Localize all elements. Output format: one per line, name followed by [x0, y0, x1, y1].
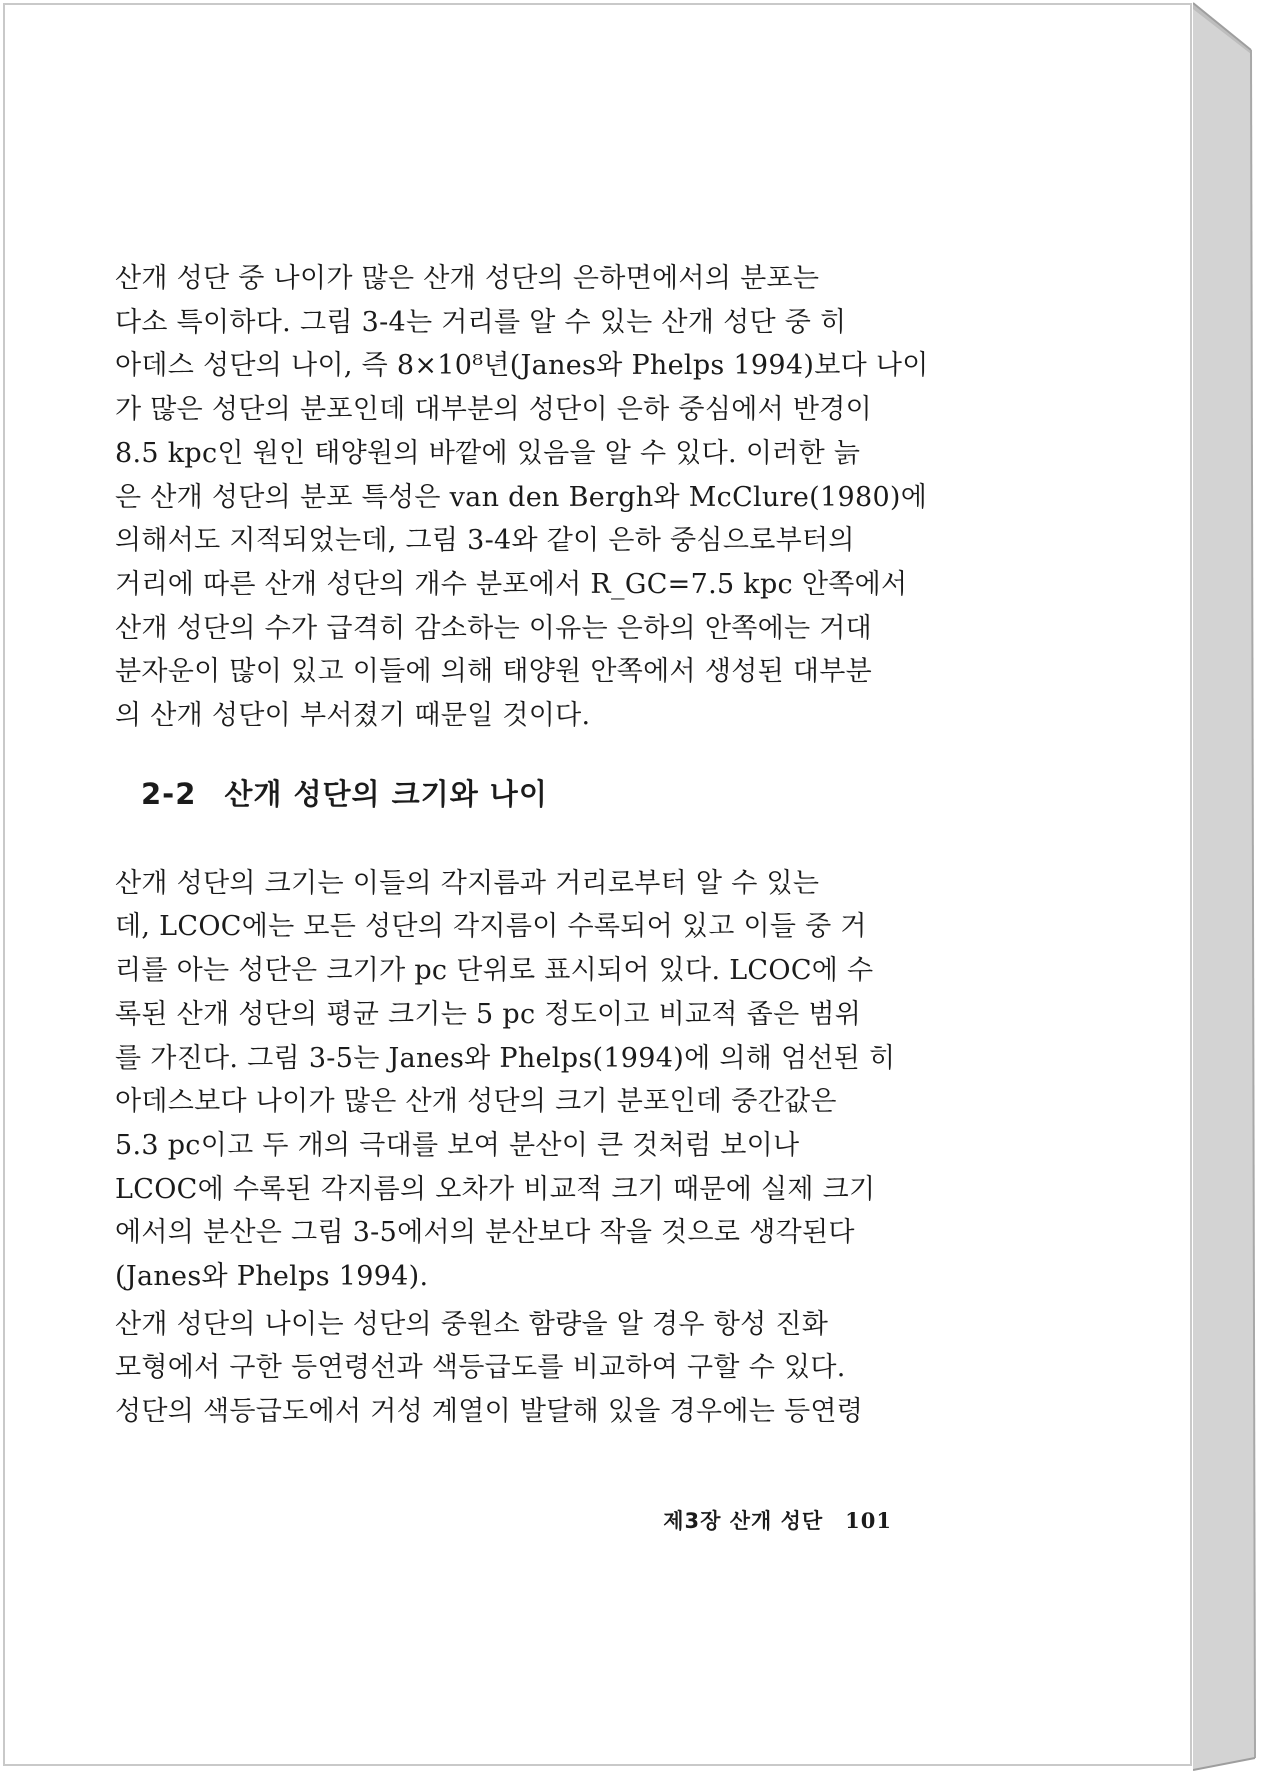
text-line: 분자운이 많이 있고 이들에 의해 태양원 안쪽에서 생성된 대부분 — [115, 656, 872, 688]
chapter-title: 제3장 산개 성단 — [663, 1509, 824, 1533]
page-footer — [663, 1505, 892, 1535]
paragraph-cluster-age — [115, 1303, 995, 1434]
section-number: 2-2 — [141, 776, 197, 811]
text-line: 산개 성단의 나이는 성단의 중원소 함량을 알 경우 항성 진화 — [115, 1308, 829, 1340]
section-title: 산개 성단의 크기와 나이 — [224, 776, 548, 811]
text-line: 의 산개 성단이 부서졌기 때문일 것이다. — [115, 700, 591, 732]
book-page — [3, 3, 1192, 1766]
page-number: 101 — [845, 1508, 892, 1533]
text-line: 리를 아는 성단은 크기가 pc 단위로 표시되어 있다. LCOC에 수 — [115, 955, 874, 987]
book-page-edge — [1193, 0, 1263, 1773]
text-line: 산개 성단의 수가 급격히 감소하는 이유는 은하의 안쪽에는 거대 — [115, 612, 872, 644]
text-line: 록된 산개 성단의 평균 크기는 5 pc 정도이고 비교적 좁은 범위 — [115, 998, 862, 1030]
text-line: 데, LCOC에는 모든 성단의 각지름이 수록되어 있고 이들 중 거 — [115, 911, 867, 943]
text-line: 모형에서 구한 등연령선과 색등급도를 비교하여 구할 수 있다. — [115, 1352, 846, 1384]
text-line: 다소 특이하다. 그림 3-4는 거리를 알 수 있는 산개 성단 중 히 — [115, 306, 847, 338]
text-line: 산개 성단 중 나이가 많은 산개 성단의 은하면에서의 분포는 — [115, 263, 820, 294]
text-line: 5.3 pc이고 두 개의 극대를 보여 분산이 큰 것처럼 보이나 — [115, 1129, 800, 1161]
paragraph-cluster-size — [115, 862, 995, 1299]
text-line: 거리에 따른 산개 성단의 개수 분포에서 R_GC=7.5 kpc 안쪽에서 — [115, 568, 908, 600]
text-line: 의해서도 지적되었는데, 그림 3-4와 같이 은하 중심으로부터의 — [115, 525, 855, 557]
section-heading — [141, 774, 995, 814]
text-line: 산개 성단의 크기는 이들의 각지름과 거리로부터 알 수 있는 — [115, 867, 820, 899]
text-line: 를 가진다. 그림 3-5는 Janes와 Phelps(1994)에 의해 엄선된 히 — [115, 1042, 896, 1074]
page-content — [115, 257, 995, 1434]
text-line: 8.5 kpc인 원인 태양원의 바깥에 있음을 알 수 있다. 이러한 늙 — [115, 437, 861, 469]
text-line: LCOC에 수록된 각지름의 오차가 비교적 크기 때문에 실제 크기 — [115, 1173, 876, 1205]
text-line: 은 산개 성단의 분포 특성은 van den Bergh와 McClure(1980)에 — [115, 481, 928, 513]
paragraph-open-cluster-distribution — [115, 257, 995, 738]
text-line: (Janes와 Phelps 1994). — [115, 1261, 429, 1293]
text-line: 아데스보다 나이가 많은 산개 성단의 크기 분포인데 중간값은 — [115, 1086, 837, 1118]
text-line: 에서의 분산은 그림 3-5에서의 분산보다 작을 것으로 생각된다 — [115, 1217, 855, 1249]
text-line: 가 많은 성단의 분포인데 대부분의 성단이 은하 중심에서 반경이 — [115, 394, 872, 426]
text-line: 아데스 성단의 나이, 즉 8×10⁸년(Janes와 Phelps 1994)보다 나이 — [115, 350, 929, 382]
text-line: 성단의 색등급도에서 거성 계열이 발달해 있을 경우에는 등연령 — [115, 1396, 864, 1428]
